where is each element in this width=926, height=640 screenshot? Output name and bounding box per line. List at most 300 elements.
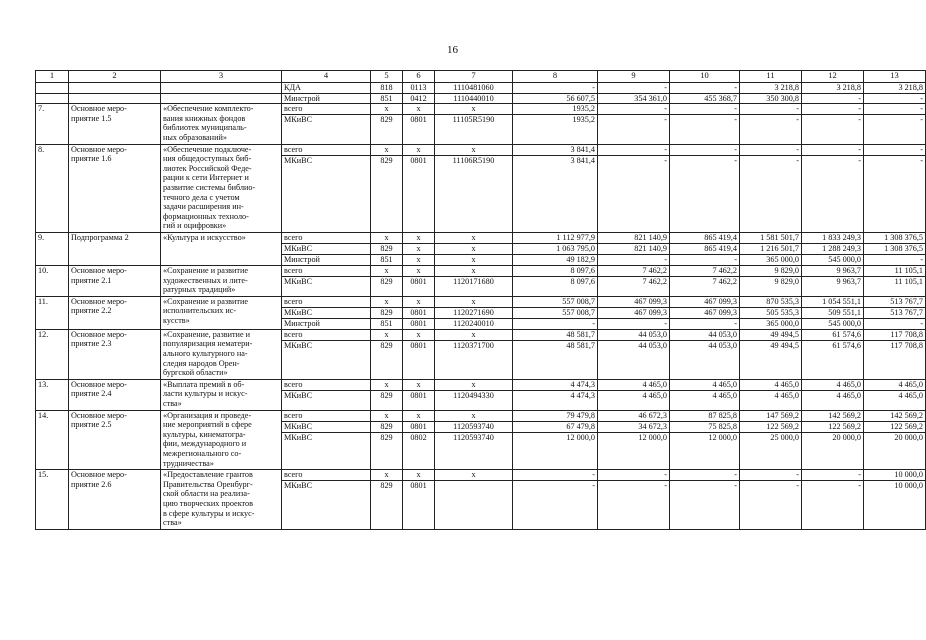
source-cell: Минстрой	[282, 93, 371, 104]
value-cell: 1 063 795,0	[513, 243, 598, 254]
source-cell: всего	[282, 410, 371, 421]
target-article-cell: 1120271690	[435, 307, 513, 318]
value-cell: -	[513, 318, 598, 329]
target-article-cell: 1110440010	[435, 93, 513, 104]
value-cell: -	[598, 155, 670, 232]
grbs-cell: x	[371, 144, 403, 155]
num-cell: 12.	[36, 329, 69, 379]
name-cell-line: фии, международного и	[163, 439, 247, 449]
grbs-cell: x	[371, 470, 403, 481]
source-cell: Минстрой	[282, 318, 371, 329]
num-cell: 11.	[36, 296, 69, 329]
value-cell: -	[670, 104, 740, 115]
type-cell-line: Основное меро-	[71, 296, 127, 306]
grbs-cell: x	[371, 296, 403, 307]
name-cell-line: вания книжных фондов	[163, 113, 246, 123]
value-cell: 11 105,1	[864, 265, 926, 276]
value-cell: -	[740, 155, 802, 232]
value-cell: 8 097,6	[513, 265, 598, 276]
value-cell: 49 182,9	[513, 254, 598, 265]
name-cell	[161, 265, 282, 296]
name-cell-line: ния общедоступных биб-	[163, 154, 252, 164]
target-article-cell: x	[435, 410, 513, 421]
type-cell-line: Основное меро-	[71, 379, 127, 389]
num-cell: 8.	[36, 144, 69, 232]
value-cell: 505 535,3	[740, 307, 802, 318]
source-cell: МКиВС	[282, 307, 371, 318]
source-cell: МКиВС	[282, 390, 371, 410]
table-row	[36, 410, 926, 421]
target-article-cell: x	[435, 470, 513, 481]
value-cell: 9 963,7	[802, 276, 864, 296]
value-cell: -	[513, 470, 598, 481]
value-cell: -	[864, 254, 926, 265]
name-cell	[161, 296, 282, 329]
source-cell: всего	[282, 329, 371, 340]
value-cell: 4 465,0	[802, 390, 864, 410]
type-cell	[69, 144, 161, 232]
name-cell-line: кусств»	[163, 315, 190, 325]
value-cell: 1 833 249,3	[802, 232, 864, 243]
type-cell	[69, 410, 161, 470]
value-cell: -	[670, 155, 740, 232]
value-cell: 1 581 501,7	[740, 232, 802, 243]
value-cell: 4 465,0	[864, 379, 926, 390]
table-row	[36, 144, 926, 155]
value-cell: 67 479,8	[513, 421, 598, 432]
num-cell: 15.	[36, 470, 69, 530]
name-cell-line: популяризация нематери-	[163, 339, 253, 349]
col-header: 13	[864, 71, 926, 83]
num-cell: 13.	[36, 379, 69, 410]
source-cell: всего	[282, 232, 371, 243]
type-cell-line: приятие 2.1	[71, 275, 112, 285]
grbs-cell: 829	[371, 155, 403, 232]
name-cell-line: «Сохранение и развитие	[163, 296, 248, 306]
value-cell: 4 474,3	[513, 390, 598, 410]
name-cell-line: ской области на реализа-	[163, 489, 250, 499]
type-cell-line: приятие 2.6	[71, 479, 112, 489]
value-cell: -	[864, 104, 926, 115]
type-cell	[69, 232, 161, 265]
value-cell: -	[598, 481, 670, 530]
name-cell-line: «Сохранение и развитие	[163, 265, 248, 275]
value-cell: 467 099,3	[670, 307, 740, 318]
section-cell: 0801	[403, 318, 435, 329]
value-cell: 365 000,0	[740, 318, 802, 329]
name-cell	[161, 144, 282, 232]
source-cell: всего	[282, 104, 371, 115]
page-number: 16	[447, 44, 458, 56]
name-cell-line: в сфере культуры и искус-	[163, 508, 255, 518]
grbs-cell: 829	[371, 432, 403, 470]
value-cell: 4 465,0	[802, 379, 864, 390]
name-cell	[161, 104, 282, 144]
target-article-cell: 1120593740	[435, 421, 513, 432]
grbs-cell: 829	[371, 340, 403, 379]
table-row	[36, 470, 926, 481]
type-cell-line: приятие 1.5	[71, 113, 112, 123]
value-cell: -	[864, 93, 926, 104]
name-cell-line: гий и оцифровки»	[163, 221, 227, 231]
num-cell	[36, 83, 69, 94]
value-cell: 557 008,7	[513, 296, 598, 307]
name-cell-line: трудничества»	[163, 458, 214, 468]
value-cell: 513 767,7	[864, 307, 926, 318]
name-cell	[161, 232, 282, 265]
value-cell: 117 708,8	[864, 340, 926, 379]
value-cell: 4 465,0	[740, 379, 802, 390]
target-article-cell: 1120171680	[435, 276, 513, 296]
target-article-cell: 11105R5190	[435, 115, 513, 144]
value-cell: -	[670, 83, 740, 94]
name-cell-line: ального культурного на-	[163, 348, 248, 358]
col-header: 3	[161, 71, 282, 83]
name-cell-line: «Культура и искусство»	[163, 232, 246, 242]
type-cell	[69, 93, 161, 104]
table-body	[36, 71, 926, 530]
value-cell: 4 465,0	[670, 390, 740, 410]
target-article-cell: x	[435, 104, 513, 115]
target-article-cell: 1120494330	[435, 390, 513, 410]
value-cell: -	[598, 144, 670, 155]
value-cell: -	[670, 144, 740, 155]
name-cell-line: течного дела с учетом	[163, 192, 240, 202]
section-cell: x	[403, 254, 435, 265]
value-cell: -	[740, 104, 802, 115]
name-cell-line: «Предоставление грантов	[163, 470, 253, 480]
type-cell	[69, 265, 161, 296]
source-cell: МКиВС	[282, 481, 371, 530]
name-cell-line: бургской области»	[163, 368, 228, 378]
value-cell: -	[740, 144, 802, 155]
header-row	[36, 71, 926, 83]
name-cell	[161, 379, 282, 410]
col-header: 12	[802, 71, 864, 83]
source-cell: всего	[282, 470, 371, 481]
value-cell: -	[864, 155, 926, 232]
type-cell-line: Основное меро-	[71, 410, 127, 420]
value-cell: -	[740, 481, 802, 530]
section-cell: x	[403, 296, 435, 307]
value-cell: 513 767,7	[864, 296, 926, 307]
value-cell: 9 829,0	[740, 276, 802, 296]
name-cell-line: межрегионального со-	[163, 448, 242, 458]
value-cell: -	[802, 155, 864, 232]
value-cell: 3 218,8	[864, 83, 926, 94]
value-cell: -	[740, 115, 802, 144]
target-article-cell: x	[435, 265, 513, 276]
value-cell: 122 569,2	[802, 421, 864, 432]
target-article-cell: x	[435, 232, 513, 243]
name-cell-line: «Выплата премий в об-	[163, 379, 245, 389]
name-cell-line: ства»	[163, 518, 182, 528]
section-cell: x	[403, 232, 435, 243]
name-cell-line: библиотек муниципаль-	[163, 123, 247, 133]
value-cell: 61 574,6	[802, 329, 864, 340]
value-cell: 117 708,8	[864, 329, 926, 340]
target-article-cell: x	[435, 254, 513, 265]
table-row	[36, 93, 926, 104]
name-cell-line: ных образований»	[163, 132, 227, 142]
section-cell: x	[403, 379, 435, 390]
section-cell: 0801	[403, 307, 435, 318]
target-article-cell: x	[435, 379, 513, 390]
target-article-cell: x	[435, 329, 513, 340]
source-cell: всего	[282, 144, 371, 155]
value-cell: 122 569,2	[864, 421, 926, 432]
source-cell: МКиВС	[282, 421, 371, 432]
col-header: 1	[36, 71, 69, 83]
value-cell: 10 000,0	[864, 481, 926, 530]
type-cell	[69, 379, 161, 410]
target-article-cell: x	[435, 144, 513, 155]
target-article-cell: 1120593740	[435, 432, 513, 470]
section-cell: 0801	[403, 276, 435, 296]
value-cell: 467 099,3	[598, 296, 670, 307]
value-cell: 48 581,7	[513, 340, 598, 379]
grbs-cell: x	[371, 232, 403, 243]
value-cell: 49 494,5	[740, 329, 802, 340]
type-cell	[69, 296, 161, 329]
value-cell: 12 000,0	[670, 432, 740, 470]
col-header: 9	[598, 71, 670, 83]
name-cell-line: «Обеспечение подключе-	[163, 144, 252, 154]
section-cell: x	[403, 144, 435, 155]
value-cell: 350 300,8	[740, 93, 802, 104]
section-cell: 0801	[403, 115, 435, 144]
name-cell-line: лиотек Российской Феде-	[163, 163, 252, 173]
name-cell-line: формационных техноло-	[163, 211, 249, 221]
value-cell: 3 218,8	[740, 83, 802, 94]
col-header: 6	[403, 71, 435, 83]
num-cell: 10.	[36, 265, 69, 296]
value-cell: 3 218,8	[802, 83, 864, 94]
value-cell: 7 462,2	[598, 265, 670, 276]
section-cell: 0412	[403, 93, 435, 104]
grbs-cell: 829	[371, 421, 403, 432]
num-cell: 7.	[36, 104, 69, 144]
grbs-cell: x	[371, 104, 403, 115]
value-cell: 1 288 249,3	[802, 243, 864, 254]
num-cell: 9.	[36, 232, 69, 265]
value-cell: -	[513, 83, 598, 94]
value-cell: 467 099,3	[598, 307, 670, 318]
value-cell: 1 112 977,9	[513, 232, 598, 243]
name-cell-line: художественных и лите-	[163, 275, 248, 285]
target-article-cell: 1110481060	[435, 83, 513, 94]
value-cell: 20 000,0	[802, 432, 864, 470]
section-cell: 0801	[403, 155, 435, 232]
name-cell-line: ратурных традиций»	[163, 285, 236, 295]
value-cell: 3 841,4	[513, 155, 598, 232]
table-row	[36, 296, 926, 307]
value-cell: -	[670, 115, 740, 144]
value-cell: 122 569,2	[740, 421, 802, 432]
value-cell: -	[598, 318, 670, 329]
value-cell: -	[802, 93, 864, 104]
value-cell: 7 462,2	[670, 265, 740, 276]
source-cell: МКиВС	[282, 340, 371, 379]
value-cell: 48 581,7	[513, 329, 598, 340]
value-cell: 4 465,0	[864, 390, 926, 410]
grbs-cell: x	[371, 329, 403, 340]
value-cell: 4 465,0	[740, 390, 802, 410]
target-article-cell: 1120371700	[435, 340, 513, 379]
grbs-cell: x	[371, 379, 403, 390]
source-cell: Минстрой	[282, 254, 371, 265]
value-cell: 8 097,6	[513, 276, 598, 296]
name-cell	[161, 329, 282, 379]
source-cell: всего	[282, 296, 371, 307]
value-cell: 354 361,0	[598, 93, 670, 104]
value-cell: -	[598, 115, 670, 144]
table-row	[36, 265, 926, 276]
value-cell: 142 569,2	[864, 410, 926, 421]
grbs-cell: x	[371, 265, 403, 276]
value-cell: 1935,2	[513, 104, 598, 115]
type-cell	[69, 329, 161, 379]
type-cell-line: Основное меро-	[71, 265, 127, 275]
value-cell: 12 000,0	[598, 432, 670, 470]
col-header: 4	[282, 71, 371, 83]
value-cell: 46 672,3	[598, 410, 670, 421]
value-cell: 865 419,4	[670, 243, 740, 254]
section-cell: 0113	[403, 83, 435, 94]
type-cell-line: Подпрограмма 2	[71, 232, 129, 242]
col-header: 2	[69, 71, 161, 83]
table-row	[36, 104, 926, 115]
value-cell: 4 474,3	[513, 379, 598, 390]
grbs-cell: 829	[371, 115, 403, 144]
grbs-cell: 818	[371, 83, 403, 94]
target-article-cell	[435, 481, 513, 530]
name-cell-line: «Организация и проведе-	[163, 410, 252, 420]
source-cell: МКиВС	[282, 155, 371, 232]
name-cell	[161, 83, 282, 94]
grbs-cell: 851	[371, 93, 403, 104]
value-cell: 142 569,2	[802, 410, 864, 421]
name-cell	[161, 470, 282, 530]
target-article-cell: x	[435, 296, 513, 307]
value-cell: 9 829,0	[740, 265, 802, 276]
section-cell: x	[403, 410, 435, 421]
value-cell: 7 462,2	[598, 276, 670, 296]
source-cell: МКиВС	[282, 115, 371, 144]
source-cell: всего	[282, 379, 371, 390]
value-cell: 1 308 376,5	[864, 232, 926, 243]
col-header: 7	[435, 71, 513, 83]
value-cell: 44 053,0	[598, 329, 670, 340]
value-cell: -	[670, 481, 740, 530]
name-cell-line: ласти культуры и искус-	[163, 389, 248, 399]
value-cell: -	[598, 104, 670, 115]
value-cell: 509 551,1	[802, 307, 864, 318]
source-cell: МКиВС	[282, 243, 371, 254]
col-header: 8	[513, 71, 598, 83]
value-cell: 545 000,0	[802, 318, 864, 329]
name-cell-line: следия народов Орен-	[163, 358, 240, 368]
name-cell-line: задачи расширения ин-	[163, 202, 244, 212]
source-cell: всего	[282, 265, 371, 276]
value-cell: -	[670, 254, 740, 265]
name-cell-line: рации к сети Интернет и	[163, 173, 249, 183]
value-cell: 4 465,0	[598, 390, 670, 410]
value-cell: 11 105,1	[864, 276, 926, 296]
name-cell	[161, 93, 282, 104]
type-cell-line: приятие 2.3	[71, 339, 112, 349]
name-cell-line: ства»	[163, 398, 182, 408]
value-cell: -	[598, 470, 670, 481]
source-cell: МКиВС	[282, 432, 371, 470]
section-cell: x	[403, 243, 435, 254]
table-row	[36, 329, 926, 340]
value-cell: -	[598, 83, 670, 94]
value-cell: -	[864, 144, 926, 155]
col-header: 5	[371, 71, 403, 83]
value-cell: 12 000,0	[513, 432, 598, 470]
value-cell: -	[802, 144, 864, 155]
value-cell: 25 000,0	[740, 432, 802, 470]
value-cell: -	[670, 318, 740, 329]
value-cell: 10 000,0	[864, 470, 926, 481]
source-cell: КДА	[282, 83, 371, 94]
type-cell	[69, 470, 161, 530]
grbs-cell: 851	[371, 318, 403, 329]
value-cell: 147 569,2	[740, 410, 802, 421]
target-article-cell: x	[435, 243, 513, 254]
col-header: 10	[670, 71, 740, 83]
budget-table	[35, 70, 926, 530]
section-cell: 0801	[403, 421, 435, 432]
num-cell: 14.	[36, 410, 69, 470]
type-cell	[69, 83, 161, 94]
name-cell-line: развитие системы библио-	[163, 182, 256, 192]
name-cell-line: Правительства Оренбург-	[163, 479, 253, 489]
grbs-cell: 851	[371, 254, 403, 265]
value-cell: 1 216 501,7	[740, 243, 802, 254]
table-row	[36, 379, 926, 390]
table-row	[36, 232, 926, 243]
type-cell-line: приятие 2.4	[71, 389, 112, 399]
type-cell-line: Основное меро-	[71, 470, 127, 480]
value-cell: 1 308 376,5	[864, 243, 926, 254]
value-cell: 34 672,3	[598, 421, 670, 432]
value-cell: 365 000,0	[740, 254, 802, 265]
source-cell: МКиВС	[282, 276, 371, 296]
grbs-cell: 829	[371, 481, 403, 530]
value-cell: 4 465,0	[670, 379, 740, 390]
target-article-cell: 11106R5190	[435, 155, 513, 232]
type-cell-line: приятие 2.2	[71, 306, 112, 316]
num-cell	[36, 93, 69, 104]
value-cell: 75 825,8	[670, 421, 740, 432]
value-cell: 4 465,0	[598, 379, 670, 390]
value-cell: -	[802, 470, 864, 481]
section-cell: x	[403, 329, 435, 340]
value-cell: 455 368,7	[670, 93, 740, 104]
value-cell: 44 053,0	[670, 329, 740, 340]
value-cell: 557 008,7	[513, 307, 598, 318]
value-cell: -	[864, 318, 926, 329]
value-cell: 7 462,2	[670, 276, 740, 296]
value-cell: 865 419,4	[670, 232, 740, 243]
value-cell: 545 000,0	[802, 254, 864, 265]
section-cell: 0801	[403, 340, 435, 379]
value-cell: 1 054 551,1	[802, 296, 864, 307]
name-cell-line: «Сохранение, развитие и	[163, 329, 251, 339]
value-cell: -	[598, 254, 670, 265]
